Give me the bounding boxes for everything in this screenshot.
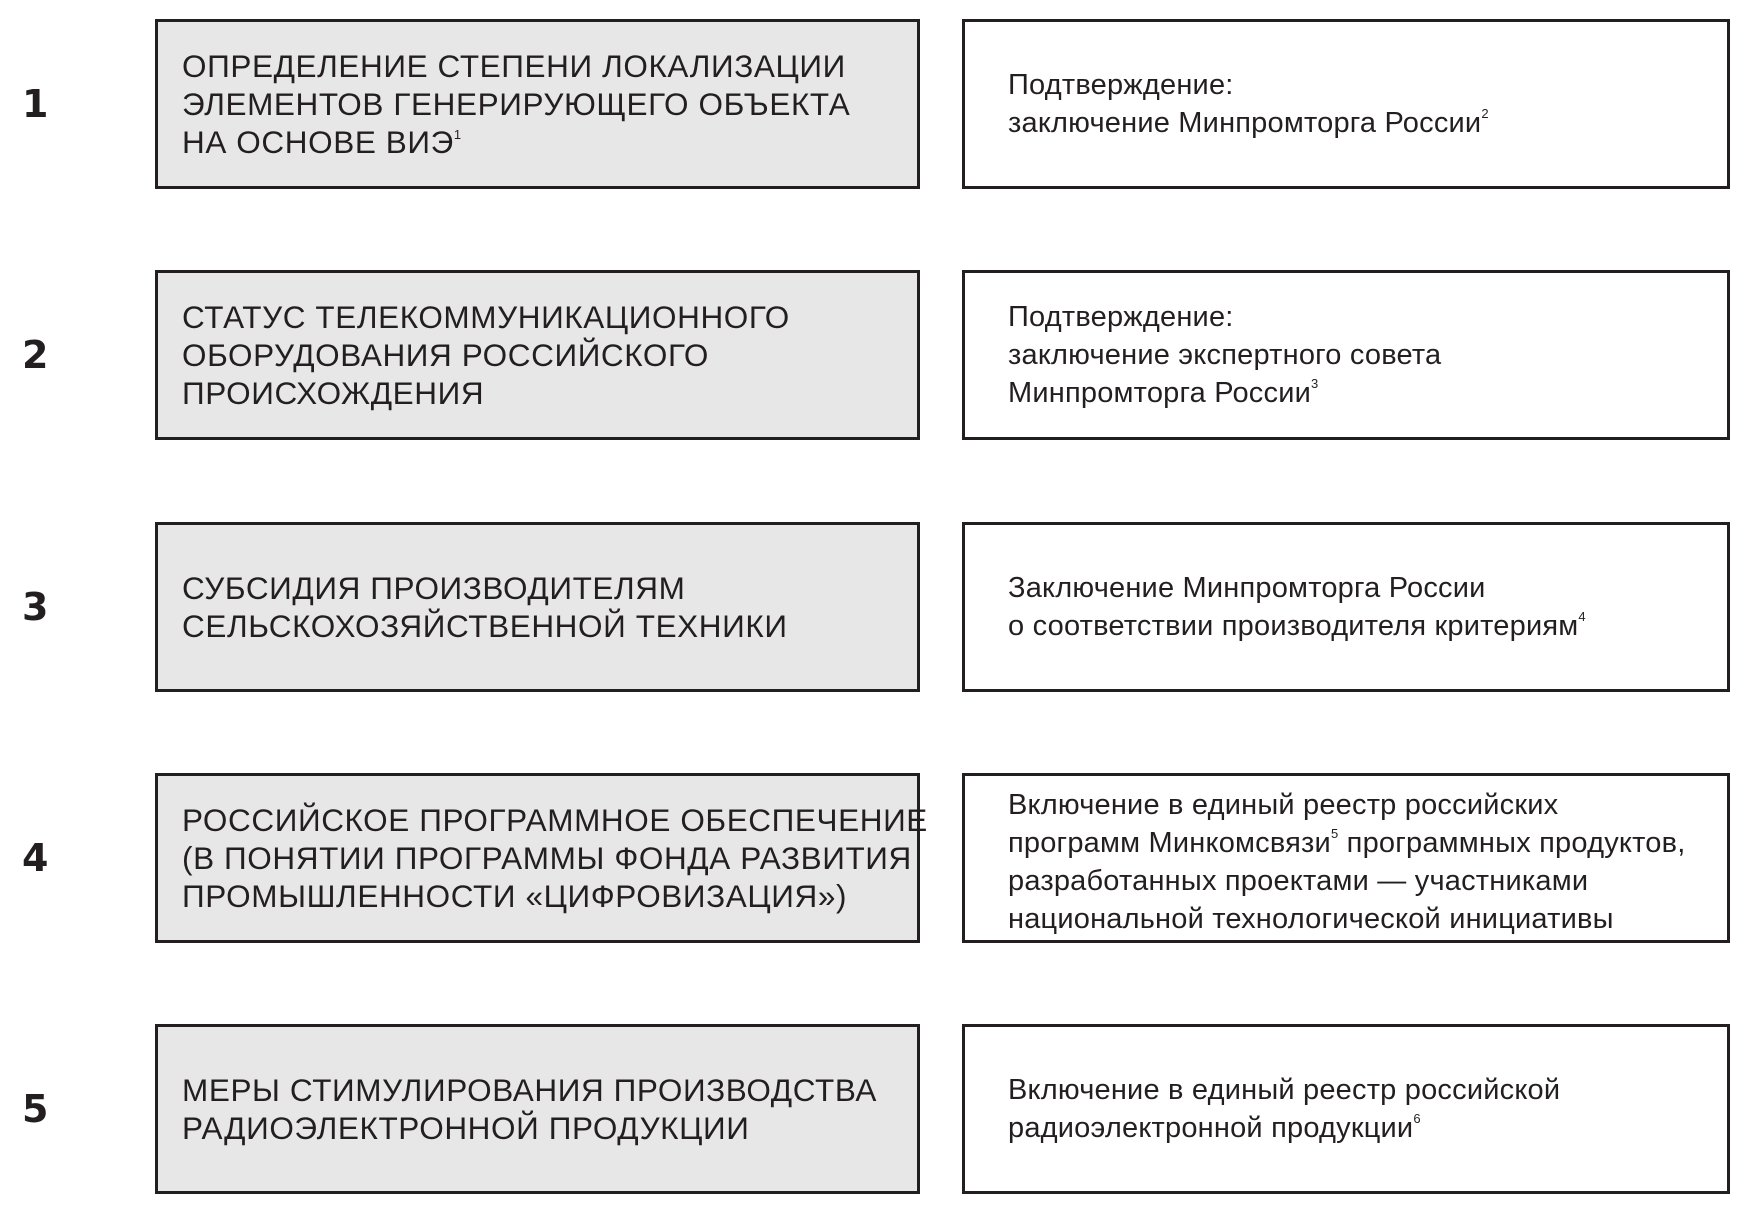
row-number: 5: [22, 1087, 49, 1131]
confirmation-line: Подтверждение:: [1008, 301, 1234, 333]
confirmation-box: [962, 19, 1730, 189]
confirmation-line: заключение Минпромторга России: [1008, 107, 1482, 139]
confirmation-line: Включение в единый реестр российской: [1008, 1074, 1561, 1106]
row-number: 2: [22, 333, 49, 377]
measure-box: [155, 1024, 920, 1194]
row-number: 3: [22, 585, 49, 629]
confirmation-box: [962, 773, 1730, 943]
row-number: 1: [22, 82, 49, 126]
confirmation-line: о соответствии производителя критериям: [1008, 610, 1579, 642]
footnote-marker: 4: [1578, 609, 1586, 625]
measure-line: ПРОИСХОЖДЕНИЯ: [182, 375, 485, 411]
confirmation-text: [1008, 66, 1489, 142]
row-number: 4: [22, 836, 49, 880]
confirmation-line-with-footnote: [1008, 824, 1685, 862]
measure-text: [182, 569, 788, 645]
confirmation-text: [1008, 786, 1685, 938]
confirmation-line: национальной технологической инициативы: [1008, 903, 1614, 935]
confirmation-line-with-footnote: [1008, 607, 1586, 645]
measure-row-5: [0, 1024, 1740, 1194]
measure-box: [155, 270, 920, 440]
confirmation-box: [962, 522, 1730, 692]
measure-box: [155, 522, 920, 692]
measure-text: [182, 47, 850, 161]
measure-line: НА ОСНОВЕ ВИЭ: [182, 124, 454, 160]
measure-line: МЕРЫ СТИМУЛИРОВАНИЯ ПРОИЗВОДСТВА: [182, 1072, 878, 1108]
measure-line-with-footnote: [182, 123, 850, 161]
measure-line: РАДИОЭЛЕКТРОННОЙ ПРОДУКЦИИ: [182, 1110, 750, 1146]
confirmation-line-segment: программных продуктов,: [1338, 827, 1686, 859]
measure-row-3: [0, 522, 1740, 692]
confirmation-box: [962, 270, 1730, 440]
confirmation-line-with-footnote: [1008, 104, 1489, 142]
confirmation-line: Заключение Минпромторга России: [1008, 572, 1486, 604]
confirmation-text: [1008, 298, 1441, 412]
measure-text: [182, 1071, 877, 1147]
measure-row-2: [0, 270, 1740, 440]
measure-line: ПРОМЫШЛЕННОСТИ «ЦИФРОВИЗАЦИЯ»): [182, 878, 848, 914]
footnote-marker: 5: [1330, 826, 1339, 842]
confirmation-line: Минпромторга России: [1008, 377, 1312, 409]
measure-line: СУБСИДИЯ ПРОИЗВОДИТЕЛЯМ: [182, 570, 686, 606]
measure-line: СТАТУС ТЕЛЕКОММУНИКАЦИОННОГО: [182, 299, 790, 335]
footnote-marker: 6: [1413, 1111, 1421, 1127]
confirmation-box: [962, 1024, 1730, 1194]
measure-box: [155, 773, 928, 943]
confirmation-line-segment: программ Минкомсвязи: [1008, 827, 1331, 859]
measure-text: [182, 298, 790, 412]
confirmation-line-with-footnote: [1008, 374, 1441, 412]
measure-box: [155, 19, 920, 189]
confirmation-text: [1008, 569, 1586, 645]
footnote-marker: 1: [453, 126, 462, 142]
measure-line: (В ПОНЯТИИ ПРОГРАММЫ ФОНДА РАЗВИТИЯ: [182, 840, 912, 876]
measure-text: [182, 801, 928, 915]
confirmation-line: Подтверждение:: [1008, 69, 1234, 101]
measure-line: ЭЛЕМЕНТОВ ГЕНЕРИРУЮЩЕГО ОБЪЕКТА: [182, 86, 851, 122]
measure-row-4: [0, 773, 1740, 943]
confirmation-line: разработанных проектами — участниками: [1008, 865, 1589, 897]
confirmation-line: радиоэлектронной продукции: [1008, 1112, 1414, 1144]
footnote-marker: 3: [1311, 376, 1319, 392]
measure-row-1: [0, 19, 1740, 189]
confirmation-line-with-footnote: [1008, 1109, 1560, 1147]
measure-line: ОПРЕДЕЛЕНИЕ СТЕПЕНИ ЛОКАЛИЗАЦИИ: [182, 48, 846, 84]
confirmation-line: заключение экспертного совета: [1008, 339, 1442, 371]
confirmation-text: [1008, 1071, 1560, 1147]
confirmation-line: Включение в единый реестр российских: [1008, 789, 1559, 821]
footnote-marker: 2: [1481, 106, 1489, 122]
measure-line: ОБОРУДОВАНИЯ РОССИЙСКОГО: [182, 337, 709, 373]
measure-line: РОССИЙСКОЕ ПРОГРАММНОЕ ОБЕСПЕЧЕНИЕ: [182, 802, 928, 838]
measure-line: СЕЛЬСКОХОЗЯЙСТВЕННОЙ ТЕХНИКИ: [182, 608, 788, 644]
